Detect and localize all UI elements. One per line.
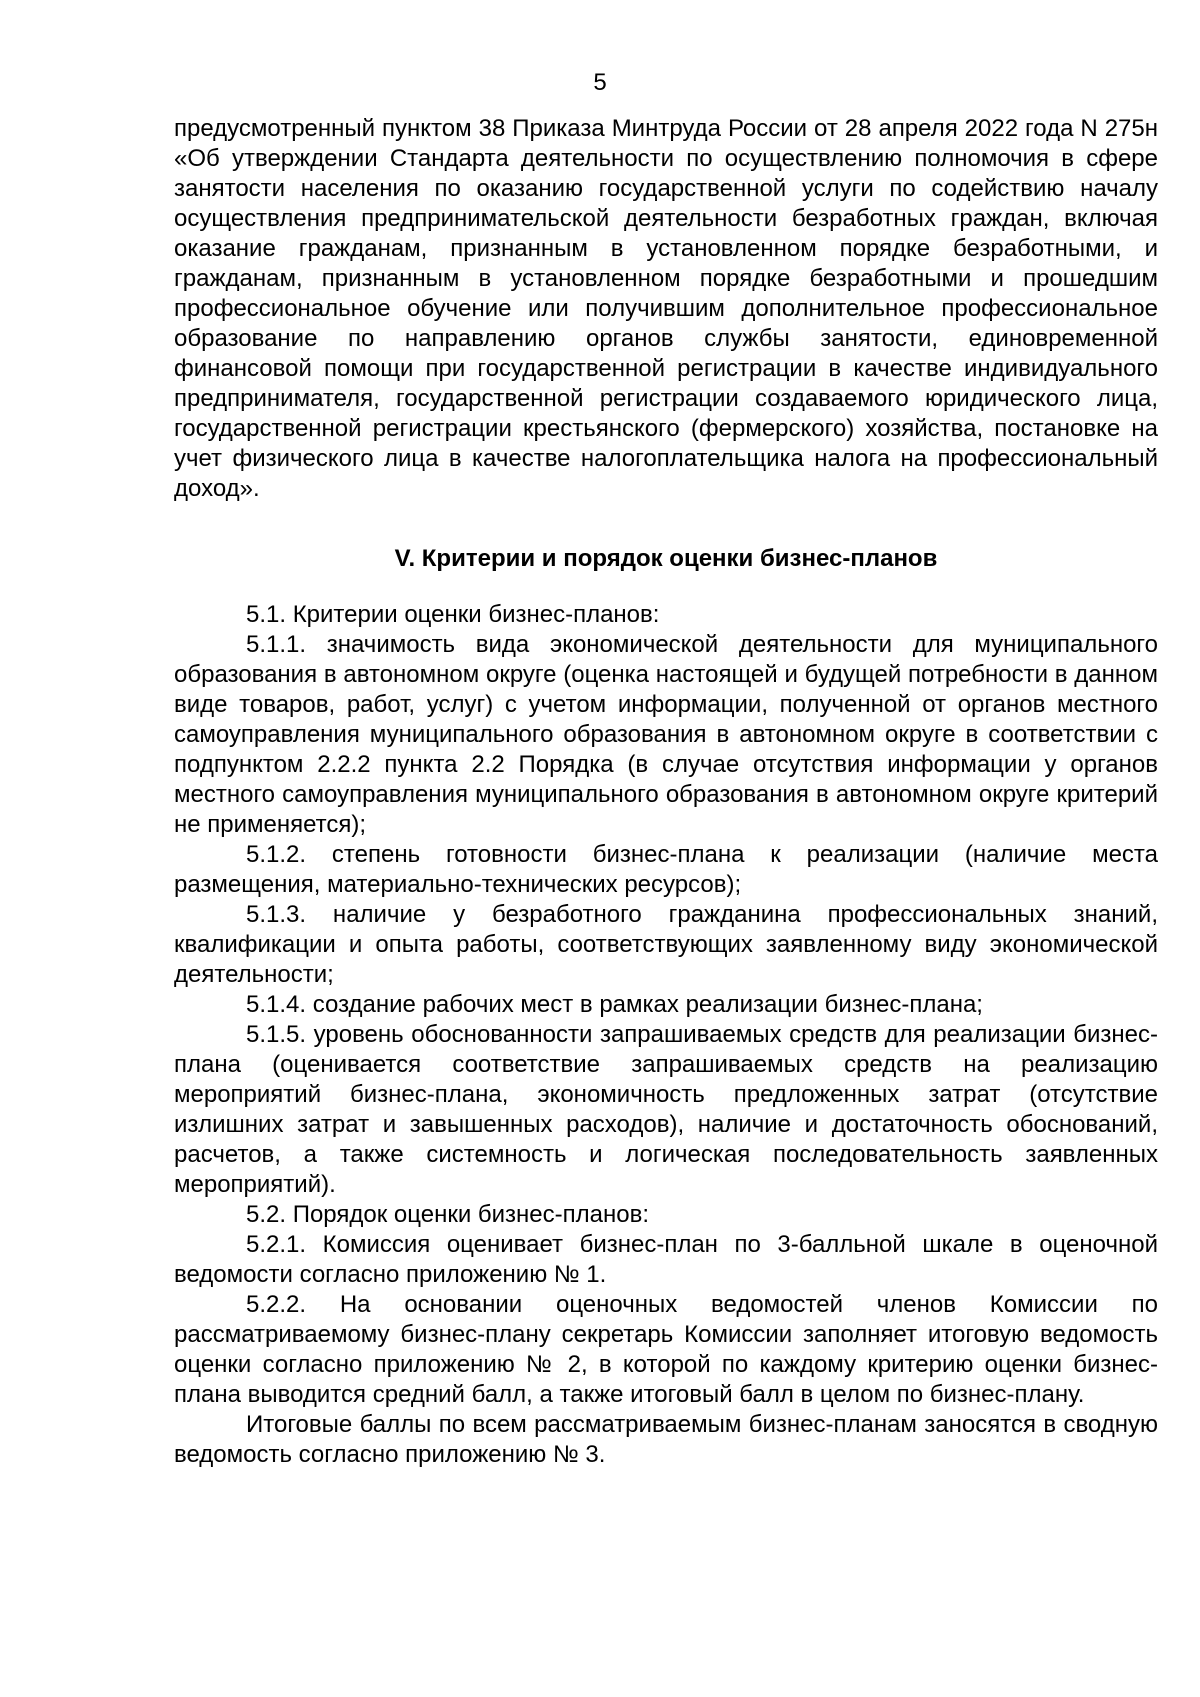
paragraph-5-2-1: 5.2.1. Комиссия оценивает бизнес-план по 3-балльной шкале в оценочной ведомости согласно приложению № 1. xyxy=(174,1231,1158,1288)
paragraph-5-1-3: 5.1.3. наличие у безработного гражданина профессиональных знаний, квалификации и опыта работы, соответствующих заявленному виду экономической деятельности; xyxy=(174,901,1158,988)
paragraph-5-1-2: 5.1.2. степень готовности бизнес-плана к реализации (наличие места размещения, материально-технических ресурсов); xyxy=(174,841,1158,898)
paragraph-5-1: 5.1. Критерии оценки бизнес-планов: xyxy=(246,601,660,628)
page-number: 5 xyxy=(593,69,607,96)
document-body xyxy=(174,114,1158,1470)
section-heading: V. Критерии и порядок оценки бизнес-планов xyxy=(394,545,938,572)
paragraph-5-2: 5.2. Порядок оценки бизнес-планов: xyxy=(246,1201,650,1228)
intro-paragraph: предусмотренный пунктом 38 Приказа Минтруда России от 28 апреля 2022 года N 275н «Об утверждении Стандарта деятельности по осуществлению полномочия в сфере занятости населения по оказанию государственной услуги по содействию началу осуществления предпринимательской деятельности безработных граждан, включая оказание гражданам, признанным в установленном порядке безработными, и гражданам, признанным в установленном порядке безработными и прошедшим профессиональное обучение или получившим дополнительное профессиональное образование по направлению органов службы занятости, единовременной финансовой помощи при государственной регистрации в качестве индивидуального предпринимателя, государственной регистрации создаваемого юридического лица, государственной регистрации крестьянского (фермерского) хозяйства, постановке на учет физического лица в качестве налогоплательщика налога на профессиональный доход». xyxy=(174,115,1158,502)
paragraph-5-1-4: 5.1.4. создание рабочих мест в рамках реализации бизнес-плана; xyxy=(246,991,983,1018)
paragraph-5-2-2: 5.2.2. На основании оценочных ведомостей членов Комиссии по рассматриваемому бизнес-плану секретарь Комиссии заполняет итоговую ведомость оценки согласно приложению № 2, в которой по каждому критерию оценки бизнес-плана выводится средний балл, а также итоговый балл в целом по бизнес-плану. xyxy=(174,1291,1158,1408)
paragraph-final: Итоговые баллы по всем рассматриваемым бизнес-планам заносятся в сводную ведомость согласно приложению № 3. xyxy=(174,1411,1158,1468)
paragraph-5-1-5: 5.1.5. уровень обоснованности запрашиваемых средств для реализации бизнес-плана (оценивается соответствие запрашиваемых средств на реализацию мероприятий бизнес-плана, экономичность предложенных затрат (отсутствие излишних затрат и завышенных расходов), наличие и достаточность обоснований, расчетов, а также системность и логическая последовательность заявленных мероприятий). xyxy=(174,1021,1158,1198)
paragraph-5-1-1: 5.1.1. значимость вида экономической деятельности для муниципального образования в автономном округе (оценка настоящей и будущей потребности в данном виде товаров, работ, услуг) с учетом информации, полученной от органов местного самоуправления муниципального образования в автономном округе в соответствии с подпунктом 2.2.2 пункта 2.2 Порядка (в случае отсутствия информации у органов местного самоуправления муниципального образования в автономном округе критерий не применяется); xyxy=(174,631,1158,838)
